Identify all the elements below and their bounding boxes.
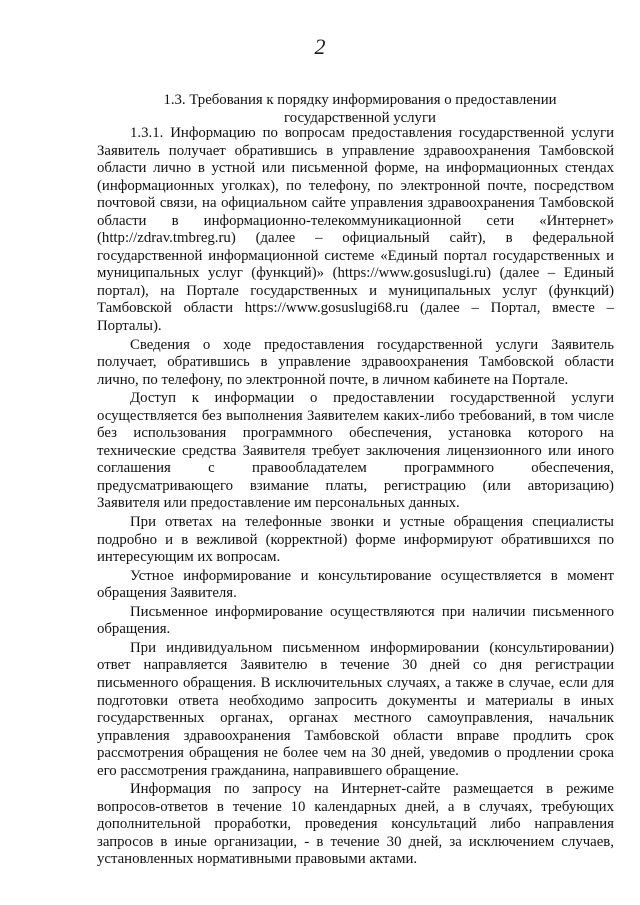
paragraph-1-3-1: 1.3.1. Информацию по вопросам предоставления государственной услуги Заявитель получает обратившись в управление здравоохранения Тамбовской области лично в устной или письменной форме, на информационных стендах (информационных уголках), по телефону, по электронной почте, посредством почтовой связи, на официальном сайте управления здравоохранения Тамбовской области в информационно-телекоммуникационной сети «Интернет» (http://zdrav.tmbreg.ru) (далее – официальный сайт), в федеральной государственной информационной системе «Единый портал государственных и муниципальных услуг (функций)» (https://www.gosuslugi.ru) (далее – Единый портал), на Портале государственных и муниципальных услуг (функций) Тамбовской области https://www.gosuslugi68.ru (далее – Портал, вместе – Порталы). [97,125,614,335]
paragraph-oral-info: Устное информирование и консультирование осуществляется в момент обращения Заявителя. [97,567,614,602]
paragraph-individual-written: При индивидуальном письменном информировании (консультировании) ответ направляется Заявителю в течение 30 дней со дня регистрации письменного обращения. В исключительных случаях, а также в случае, если для подготовки ответа необходимо запросить документы и материалы в иных государственных органах, органах местного самоуправления, начальник управления здравоохранения Тамбовской области вправе продлить срок рассмотрения обращения не более чем на 30 дней, уведомив о продлении срока его рассмотрения гражданина, направившего обращение. [97,639,614,779]
paragraph-written-info: Письменное информирование осуществляются при наличии письменного обращения. [97,603,614,638]
page-number: 2 [314,34,326,59]
paragraph-phone-answers: При ответах на телефонные звонки и устные обращения специалисты подробно и в вежливой (корректной) форме информируют обратившихся по интересующим их вопросам. [97,514,614,566]
paragraph-status-info: Сведения о ходе предоставления государственной услуги Заявитель получает, обратившись в управление здравоохранения Тамбовской области лично, по телефону, по электронной почте, в личном кабинете на Портале. [97,336,614,388]
paragraph-website-requests: Информация по запросу на Интернет-сайте размещается в режиме вопросов-ответов в течение 10 календарных дней, а в случаях, требующих дополнительной проработки, проведения консультаций либо направления запросов в иные организации, - в течение 30 дней, за исключением случаев, установленных нормативными правовыми актами. [97,781,614,868]
section-title: 1.3. Требования к порядку информирования о предоставлении государственной услуги [163,92,557,126]
document-body [97,125,614,870]
paragraph-access: Доступ к информации о предоставлении государственной услуги осуществляется без выполнения Заявителем каких-либо требований, в том числе без использования программного обеспечения, установка которого на технические средства Заявителя требует заключения лицензионного или иного соглашения с правообладателем программного обеспечения, предусматривающего взимание платы, регистрацию (или авторизацию) Заявителя или предоставление им персональных данных. [97,390,614,512]
